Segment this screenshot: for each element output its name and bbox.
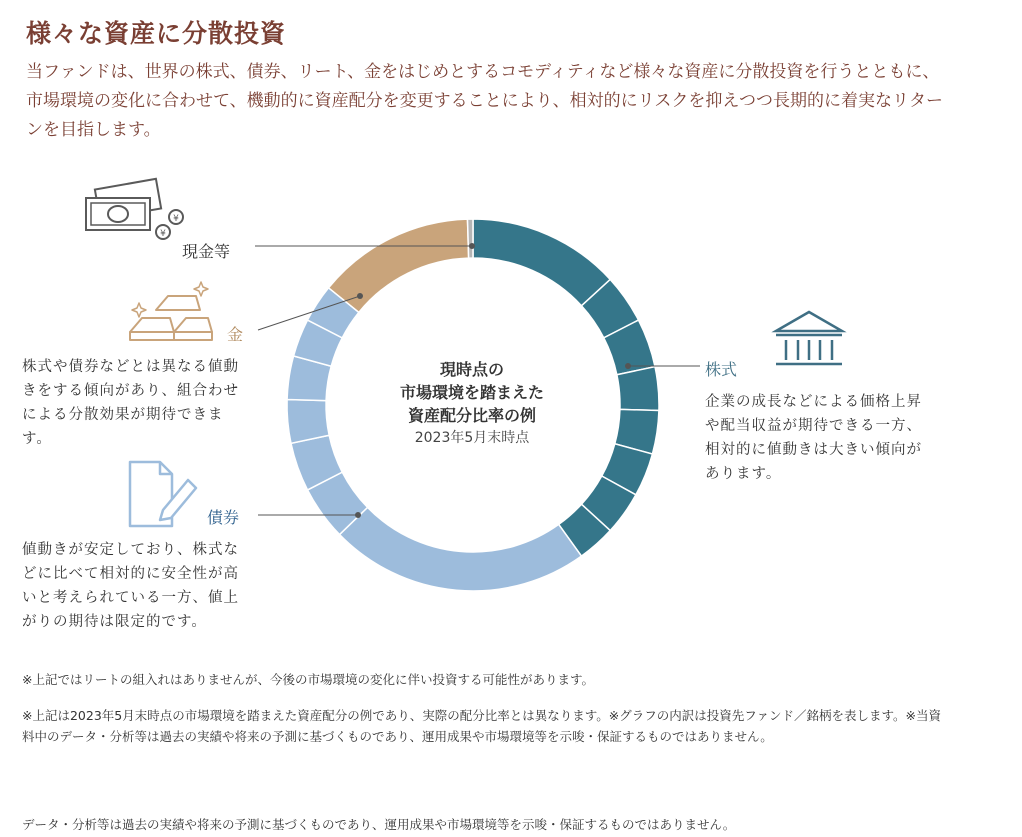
document-pen-icon	[130, 462, 196, 526]
center-line-4: 2023年5月末時点	[414, 430, 530, 446]
center-line-3: 資産配分比率の例	[407, 406, 536, 425]
donut-slice-0	[473, 219, 610, 306]
label-bond: 債券	[207, 508, 240, 527]
center-line-2: 市場環境を踏まえた	[399, 383, 544, 402]
donut-slice-8	[340, 507, 582, 591]
label-cash: 現金等	[182, 242, 231, 261]
gold-leader-dot	[357, 293, 363, 299]
chart-center-caption	[372, 358, 572, 449]
donut-slice-15	[329, 219, 469, 312]
label-stock: 株式	[705, 360, 738, 379]
bank-building-icon	[776, 312, 842, 364]
gold-bar-icon	[130, 282, 212, 340]
svg-text:¥: ¥	[160, 229, 166, 239]
donut-slice-16	[467, 219, 473, 258]
label-gold: 金	[227, 325, 244, 344]
footnote-1: ※上記ではリートの組入れはありませんが、今後の市場環境の変化に伴い投資する可能性があります。	[22, 672, 594, 687]
donut-slice-3	[617, 367, 659, 411]
stock-leader-dot	[625, 363, 631, 369]
center-line-1: 現時点の	[439, 360, 504, 379]
description-stock: 企業の成長などによる価格上昇や配当収益が期待できる一方、相対的に値動きは大きい傾向があります。	[705, 394, 922, 482]
footnote-3: データ・分析等は過去の実績や将来の予測に基づくものであり、運用成果や市場環境等を示唆・保証するものではありません。	[22, 817, 736, 832]
intro-text: 当ファンドは、世界の株式、債券、リート、金をはじめとするコモディティなど様々な資産に分散投資を行うとともに、市場環境の変化に合わせて、機動的に資産配分を変更することにより、相対的にリスクを抑えつつ長期的に着実なリターンを目指します。	[26, 62, 943, 140]
cash-icon	[86, 179, 183, 239]
cash-leader-dot	[469, 243, 475, 249]
bond-leader-dot	[355, 512, 361, 518]
donut-slice-11	[287, 399, 329, 443]
footnote-2: ※上記は2023年5月末時点の市場環境を踏まえた資産配分の例であり、実際の配分比率とは異なります。※グラフの内訳は投資先ファンド／銘柄を表します。※当資料中のデータ・分析等は過去の実績や将来の予測に基づくものであり、運用成果や市場環境等を示唆・保証するものではありません。	[22, 708, 941, 744]
description-bond: 値動きが安定しており、株式などに比べて相対的に安全性が高いと考えられている一方、値上がりの期待は限定的です。	[22, 542, 239, 630]
description-gold: 株式や債券などとは異なる値動きをする傾向があり、組合わせによる分散効果が期待できます。	[22, 359, 239, 447]
svg-text:¥: ¥	[173, 214, 179, 224]
page-title: 様々な資産に分散投資	[26, 19, 287, 48]
